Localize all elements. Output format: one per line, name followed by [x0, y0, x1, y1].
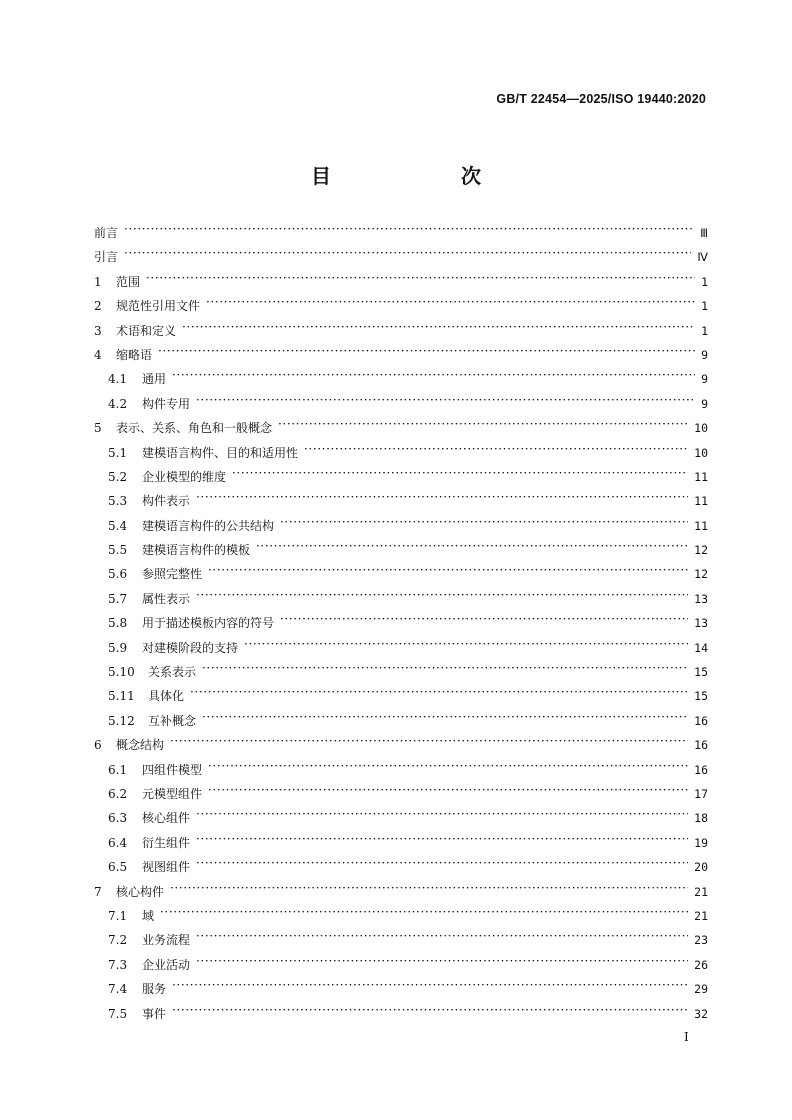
toc-entry-page: 11	[694, 469, 708, 484]
toc-leader-dots	[304, 445, 688, 457]
toc-entry-page: 15	[694, 665, 708, 680]
toc-entry-title: 元模型组件	[142, 786, 203, 801]
toc-entry-title: 关系表示	[148, 665, 197, 680]
toc-entry[interactable]	[94, 834, 708, 858]
table-of-contents	[94, 224, 708, 1029]
toc-leader-dots	[196, 810, 688, 822]
toc-entry-number: 6.3	[108, 811, 128, 826]
toc-entry-number: 6	[94, 738, 102, 753]
toc-leader-dots	[244, 640, 688, 652]
toc-entry-title: 建模语言构件的公共结构	[142, 518, 275, 533]
toc-entry[interactable]	[94, 444, 708, 468]
toc-entry-title: 概念结构	[116, 738, 165, 753]
standard-code: GB/T 22454—2025/ISO 19440:2020	[496, 92, 706, 106]
toc-entry-title: 域	[142, 908, 155, 923]
toc-entry-title: 建模语言构件、目的和适用性	[142, 445, 299, 460]
toc-entry-number: 7	[94, 884, 102, 899]
toc-entry-page: 26	[694, 957, 708, 972]
toc-entry-page: 1	[701, 274, 708, 289]
toc-entry-page: 13	[694, 616, 708, 631]
toc-entry-number: 3	[94, 323, 102, 338]
toc-entry-number: 7.1	[108, 908, 128, 923]
toc-leader-dots	[202, 664, 688, 676]
toc-entry-title: 构件表示	[142, 494, 191, 509]
toc-entry-number: 5.4	[108, 518, 128, 533]
toc-entry[interactable]	[94, 517, 708, 541]
toc-entry-number: 6.2	[108, 786, 128, 801]
toc-leader-dots	[202, 713, 688, 725]
toc-entry-page: 29	[694, 982, 708, 997]
toc-entry-number: 5.6	[108, 567, 128, 582]
toc-entry-page: 16	[694, 738, 708, 753]
toc-entry-number: 5.9	[108, 640, 128, 655]
toc-entry-number: 4.2	[108, 396, 128, 411]
toc-entry-title: 对建模阶段的支持	[142, 640, 239, 655]
toc-leader-dots	[190, 688, 688, 700]
toc-entry[interactable]	[94, 614, 708, 638]
toc-entry-title: 衍生组件	[142, 835, 191, 850]
toc-entry-number: 7.4	[108, 982, 128, 997]
toc-entry-title: 术语和定义	[116, 323, 177, 338]
toc-entry-title: 服务	[142, 982, 167, 997]
toc-leader-dots	[196, 591, 688, 603]
toc-leader-dots	[124, 225, 694, 237]
toc-entry-page: 13	[694, 591, 708, 606]
toc-entry-page: 18	[694, 811, 708, 826]
toc-entry-page: 11	[694, 518, 708, 533]
toc-entry-number: 6.1	[108, 762, 128, 777]
toc-leader-dots	[208, 786, 688, 798]
toc-entry-title: 通用	[142, 372, 167, 387]
toc-entry-title: 企业活动	[142, 957, 191, 972]
toc-leader-dots	[278, 420, 688, 432]
toc-leader-dots	[172, 371, 695, 383]
toc-entry[interactable]	[94, 858, 708, 882]
toc-entry-title: 业务流程	[142, 933, 191, 948]
toc-entry[interactable]	[94, 565, 708, 589]
toc-entry-page: 32	[694, 1006, 708, 1021]
toc-entry[interactable]	[94, 931, 708, 955]
toc-entry-page: 21	[694, 908, 708, 923]
toc-entry-title: 规范性引用文件	[116, 299, 201, 314]
toc-entry-title: 前言	[94, 226, 119, 240]
toc-entry-page: 19	[694, 835, 708, 850]
toc-leader-dots	[208, 762, 688, 774]
toc-leader-dots	[280, 615, 688, 627]
toc-entry-number: 5.1	[108, 445, 128, 460]
toc-entry[interactable]	[94, 1005, 708, 1029]
toc-entry-number: 1	[94, 274, 102, 289]
toc-leader-dots	[182, 323, 695, 335]
toc-entry-title: 企业模型的维度	[142, 469, 227, 484]
page-number: I	[684, 1030, 689, 1044]
toc-entry-title: 核心组件	[142, 811, 191, 826]
toc-entry-number: 5.5	[108, 543, 128, 558]
toc-entry-number: 5.2	[108, 469, 128, 484]
toc-entry-page: 9	[701, 396, 708, 411]
toc-entry[interactable]	[94, 712, 708, 736]
toc-entry-title: 具体化	[148, 689, 185, 704]
toc-entry-page: 1	[701, 299, 708, 314]
toc-entry-title: 用于描述模板内容的符号	[142, 616, 275, 631]
toc-entry[interactable]	[94, 785, 708, 809]
toc-entry-page: 15	[694, 689, 708, 704]
toc-entry-page: 12	[694, 567, 708, 582]
toc-leader-dots	[196, 493, 688, 505]
toc-entry[interactable]	[94, 639, 708, 663]
toc-entry-page: 23	[694, 933, 708, 948]
toc-entry-title: 视图组件	[142, 860, 191, 875]
toc-entry[interactable]	[94, 907, 708, 931]
toc-entry-number: 6.5	[108, 860, 128, 875]
toc-entry-number: 4.1	[108, 372, 128, 387]
toc-entry[interactable]	[94, 687, 708, 711]
toc-entry[interactable]	[94, 883, 708, 907]
toc-entry[interactable]	[94, 663, 708, 687]
toc-entry[interactable]	[94, 590, 708, 614]
toc-entry[interactable]	[94, 492, 708, 516]
toc-entry-number: 6.4	[108, 835, 128, 850]
toc-entry-title: 范围	[116, 274, 141, 289]
toc-entry-page: 11	[694, 494, 708, 509]
toc-leader-dots	[196, 957, 688, 969]
toc-entry[interactable]	[94, 273, 708, 297]
toc-leader-dots	[170, 737, 688, 749]
toc-entry-page: 10	[694, 421, 708, 436]
toc-entry-page: 1	[701, 323, 708, 338]
toc-entry[interactable]	[94, 346, 708, 370]
toc-entry-number: 5.10	[108, 665, 135, 680]
toc-entry[interactable]	[94, 736, 708, 760]
toc-entry-title: 表示、关系、角色和一般概念	[116, 421, 273, 436]
toc-entry-title: 属性表示	[142, 591, 191, 606]
toc-leader-dots	[160, 908, 688, 920]
toc-entry[interactable]	[94, 224, 708, 248]
toc-leader-dots	[208, 566, 688, 578]
toc-entry-number: 7.2	[108, 933, 128, 948]
toc-leader-dots	[196, 396, 695, 408]
toc-leader-dots	[256, 542, 688, 554]
toc-entry-number: 5.3	[108, 494, 128, 509]
toc-entry-page: Ⅲ	[700, 226, 708, 240]
toc-entry-title: 缩略语	[116, 347, 153, 362]
toc-entry-page: 16	[694, 713, 708, 728]
toc-entry-title: 互补概念	[148, 713, 197, 728]
toc-leader-dots	[158, 347, 695, 359]
toc-entry-page: Ⅳ	[697, 250, 708, 265]
toc-entry[interactable]	[94, 395, 708, 419]
toc-entry[interactable]	[94, 297, 708, 321]
toc-entry[interactable]	[94, 419, 708, 443]
toc-entry[interactable]	[94, 809, 708, 833]
toc-entry-title: 事件	[142, 1006, 167, 1021]
toc-entry-number: 4	[94, 347, 102, 362]
toc-entry-number: 7.3	[108, 957, 128, 972]
toc-entry-title: 构件专用	[142, 396, 191, 411]
toc-entry[interactable]	[94, 541, 708, 565]
toc-entry-page: 9	[701, 347, 708, 362]
toc-entry-number: 5.11	[108, 689, 135, 704]
toc-leader-dots	[124, 249, 691, 261]
toc-entry-title: 引言	[94, 250, 119, 265]
toc-entry[interactable]	[94, 761, 708, 785]
toc-entry-page: 12	[694, 543, 708, 558]
toc-entry[interactable]	[94, 248, 708, 272]
toc-entry[interactable]	[94, 322, 708, 346]
toc-leader-dots	[172, 981, 688, 993]
toc-leader-dots	[196, 835, 688, 847]
toc-entry[interactable]	[94, 980, 708, 1004]
toc-entry[interactable]	[94, 370, 708, 394]
toc-entry-number: 7.5	[108, 1006, 128, 1021]
toc-leader-dots	[196, 859, 688, 871]
toc-entry[interactable]	[94, 956, 708, 980]
page-title: 目 次	[311, 164, 511, 188]
toc-entry-number: 5	[94, 421, 102, 436]
toc-leader-dots	[146, 274, 695, 286]
toc-entry-page: 17	[694, 786, 708, 801]
toc-entry-title: 参照完整性	[142, 567, 203, 582]
toc-leader-dots	[232, 469, 688, 481]
toc-entry-number: 2	[94, 299, 102, 314]
toc-entry-title: 建模语言构件的模板	[142, 543, 251, 558]
toc-leader-dots	[196, 932, 688, 944]
toc-leader-dots	[170, 884, 688, 896]
toc-leader-dots	[280, 518, 688, 530]
toc-entry-number: 5.8	[108, 616, 128, 631]
toc-entry-page: 21	[694, 884, 708, 899]
toc-entry-number: 5.12	[108, 713, 135, 728]
toc-entry[interactable]	[94, 468, 708, 492]
toc-entry-page: 14	[694, 640, 708, 655]
toc-entry-number: 5.7	[108, 591, 128, 606]
toc-entry-title: 四组件模型	[142, 762, 203, 777]
toc-leader-dots	[172, 1006, 688, 1018]
toc-entry-title: 核心构件	[116, 884, 165, 899]
toc-leader-dots	[206, 298, 695, 310]
toc-entry-page: 16	[694, 762, 708, 777]
toc-entry-page: 10	[694, 445, 708, 460]
toc-entry-page: 9	[701, 372, 708, 387]
toc-entry-page: 20	[694, 860, 708, 875]
